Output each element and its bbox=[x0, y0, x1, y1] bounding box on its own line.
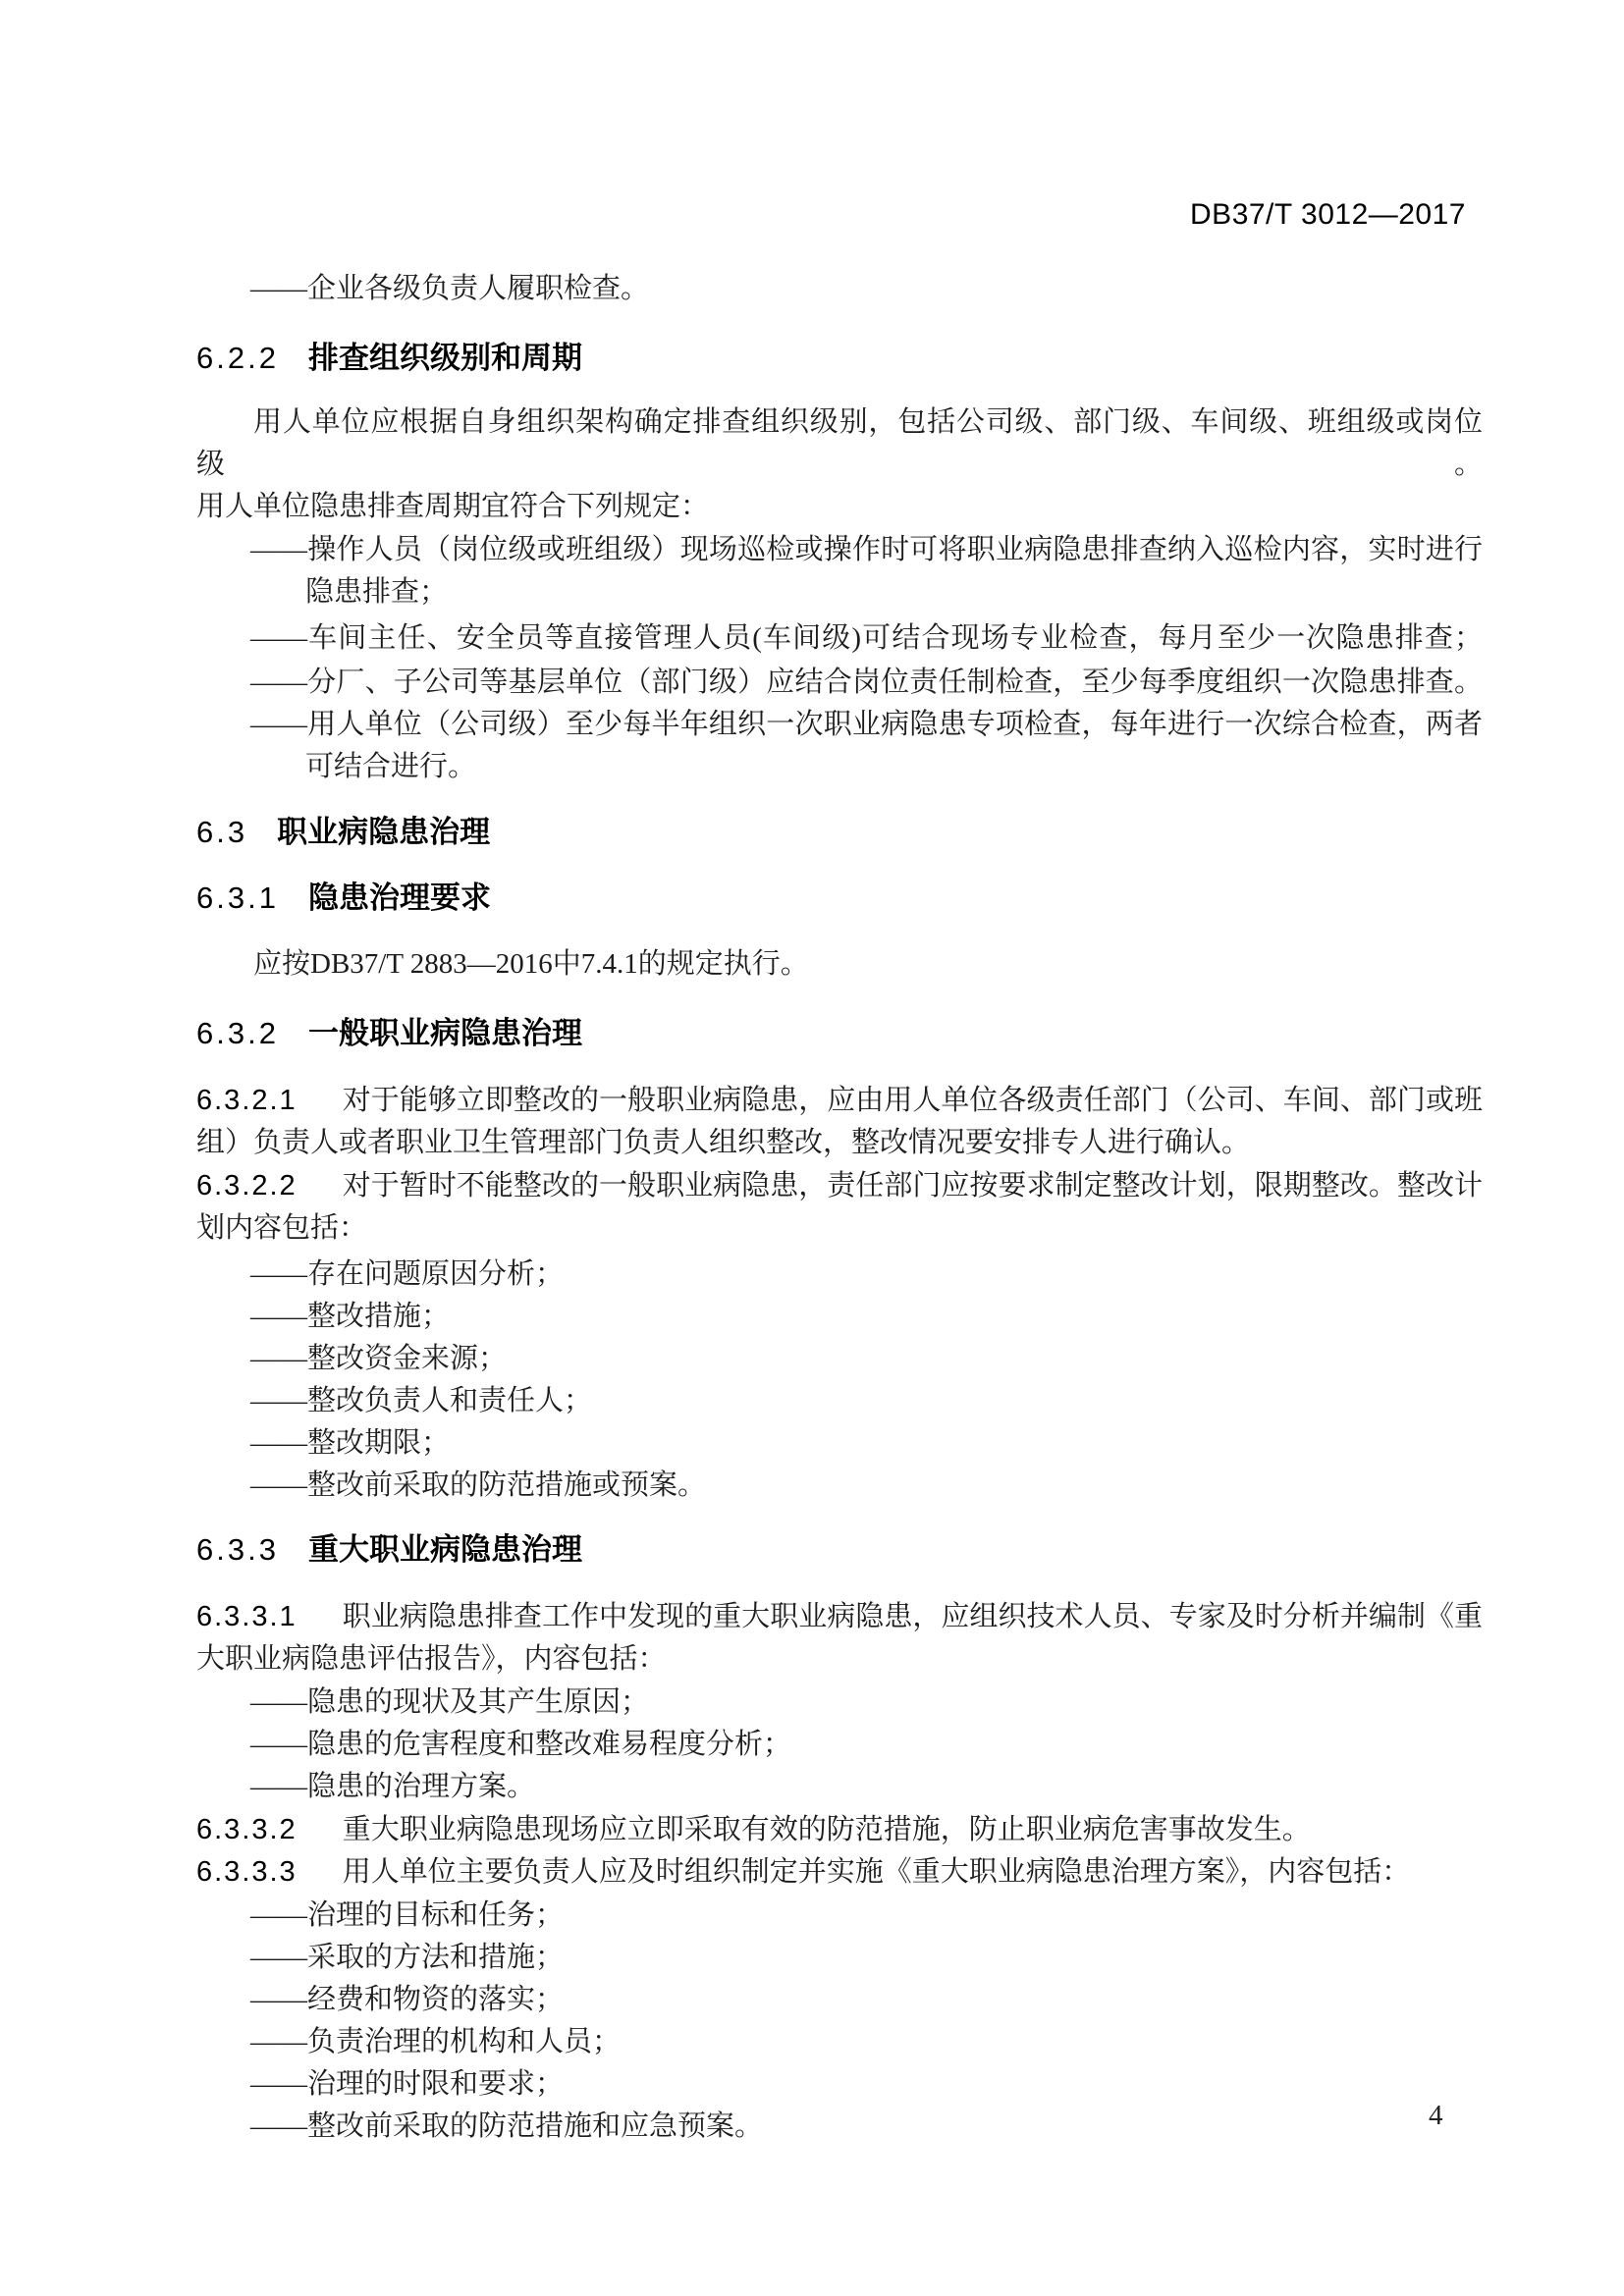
clause-6-3-2-1 bbox=[196, 1080, 1483, 1164]
text-line: ——分厂、子公司等基层单位（部门级）应结合岗位责任制检查，至少每季度组织一次隐患排查。 bbox=[250, 667, 1483, 698]
text-line: 隐患排查； bbox=[305, 576, 449, 608]
text-line: ——隐患的治理方案。 bbox=[250, 1771, 536, 1802]
heading-title: 职业病隐患治理 bbox=[277, 815, 491, 849]
clause-number: 6.3.3.1 bbox=[196, 1601, 298, 1632]
text-line: 大职业病隐患评估报告》，内容包括： bbox=[196, 1643, 667, 1675]
paragraph bbox=[196, 943, 1483, 986]
text-line: ——治理的时限和要求； bbox=[250, 2068, 565, 2100]
heading-number: 6.2.2 bbox=[196, 341, 279, 375]
heading-6-2-2 bbox=[196, 337, 1483, 385]
heading-title: 排查组织级别和周期 bbox=[307, 341, 582, 375]
heading-6-3-1 bbox=[196, 877, 1483, 925]
text-line: 用人单位应根据自身组织架构确定排查组织级别，包括公司级、部门级、车间级、班组级或岗位级。 bbox=[196, 406, 1483, 480]
document-body bbox=[196, 0, 1483, 2148]
text-line: ——负责治理的机构和人员； bbox=[250, 2026, 622, 2057]
list-item bbox=[250, 2021, 1483, 2063]
text-line: ——隐患的现状及其产生原因； bbox=[250, 1686, 650, 1718]
text-line: 用人单位隐患排查周期宜符合下列规定： bbox=[196, 491, 710, 522]
list-item bbox=[250, 2106, 1483, 2148]
clause-number: 6.3.3.2 bbox=[196, 1814, 298, 1845]
text-line: ——采取的方法和措施； bbox=[250, 1942, 565, 1973]
list-item bbox=[250, 1766, 1483, 1808]
heading-title: 重大职业病隐患治理 bbox=[307, 1532, 582, 1567]
text-line: 6.3.3.3 用人单位主要负责人应及时组织制定并实施《重大职业病隐患治理方案》，内容包括： bbox=[196, 1856, 1411, 1888]
heading-6-3 bbox=[196, 811, 1483, 859]
list-item bbox=[250, 1254, 1483, 1296]
heading-number: 6.3.1 bbox=[196, 881, 279, 915]
heading-title: 一般职业病隐患治理 bbox=[307, 1016, 582, 1050]
list-item bbox=[250, 1937, 1483, 1979]
list-item bbox=[250, 529, 1483, 614]
text-line: 6.3.3.2 重大职业病隐患现场应立即采取有效的防范措施，防止职业病危害事故发生。 bbox=[196, 1814, 1311, 1845]
clause-number: 6.3.2.1 bbox=[196, 1085, 298, 1116]
heading-number: 6.3.2 bbox=[196, 1016, 279, 1050]
list-item bbox=[250, 1682, 1483, 1724]
clause-6-3-3-1 bbox=[196, 1596, 1483, 1681]
text-line: ——整改期限； bbox=[250, 1427, 451, 1459]
list-item bbox=[250, 1338, 1483, 1380]
list-item bbox=[250, 1979, 1483, 2021]
text-line: ——整改前采取的防范措施和应急预案。 bbox=[250, 2110, 764, 2142]
list-item bbox=[250, 1380, 1483, 1422]
page-number: 4 bbox=[1429, 2100, 1443, 2131]
text-line: ——治理的目标和任务； bbox=[250, 1899, 565, 1931]
text-line: 6.3.2.2 对于暂时不能整改的一般职业病隐患，责任部门应按要求制定整改计划，限期整改。整改计 bbox=[196, 1170, 1483, 1201]
list-item bbox=[250, 1465, 1483, 1507]
text-line: ——整改措施； bbox=[250, 1301, 451, 1332]
clause-6-3-3-3 bbox=[196, 1851, 1483, 1894]
heading-6-3-2 bbox=[196, 1012, 1483, 1060]
text-line: ——隐患的危害程度和整改难易程度分析； bbox=[250, 1729, 792, 1760]
clause-6-3-2-2 bbox=[196, 1165, 1483, 1250]
clause-6-3-3-2 bbox=[196, 1809, 1483, 1851]
list-item bbox=[250, 617, 1483, 660]
text-line: 可结合进行。 bbox=[305, 751, 477, 782]
list-item bbox=[250, 662, 1483, 704]
text-line: ——车间主任、安全员等直接管理人员(车间级)可结合现场专业检查，每月至少一次隐患排查； bbox=[250, 622, 1483, 654]
clause-number: 6.3.2.2 bbox=[196, 1170, 298, 1201]
heading-title: 隐患治理要求 bbox=[307, 881, 491, 915]
text-line: 划内容包括： bbox=[196, 1212, 368, 1244]
list-item bbox=[250, 1422, 1483, 1465]
clause-number: 6.3.3.3 bbox=[196, 1856, 298, 1888]
text-line: ——企业各级负责人履职检查。 bbox=[250, 273, 650, 304]
list-item bbox=[250, 704, 1483, 788]
text-line: ——经费和物资的落实； bbox=[250, 1984, 565, 2015]
text-line: ——整改负责人和责任人； bbox=[250, 1385, 593, 1416]
text-line: ——整改前采取的防范措施或预案。 bbox=[250, 1469, 707, 1501]
list-item bbox=[250, 268, 1483, 310]
text-line: 6.3.3.1 职业病隐患排查工作中发现的重大职业病隐患，应组织技术人员、专家及时分析并编制《重 bbox=[196, 1601, 1483, 1632]
list-item bbox=[250, 1296, 1483, 1338]
list-item bbox=[250, 2063, 1483, 2106]
text-line: ——存在问题原因分析； bbox=[250, 1258, 565, 1290]
list-item bbox=[250, 1895, 1483, 1937]
heading-6-3-3 bbox=[196, 1528, 1483, 1576]
standard-number: DB37/T 3012—2017 bbox=[1190, 198, 1466, 231]
text-line: ——操作人员（岗位级或班组级）现场巡检或操作时可将职业病隐患排查纳入巡检内容，实时进行 bbox=[250, 534, 1483, 565]
list-item bbox=[250, 1724, 1483, 1766]
text-line: 应按DB37/T 2883—2016中7.4.1的规定执行。 bbox=[253, 948, 809, 980]
text-line: ——用人单位（公司级）至少每半年组织一次职业病隐患专项检查，每年进行一次综合检查，两者 bbox=[250, 709, 1483, 740]
heading-number: 6.3 bbox=[196, 815, 248, 849]
text-line: ——整改资金来源； bbox=[250, 1343, 508, 1374]
paragraph bbox=[196, 401, 1483, 528]
text-line: 组）负责人或者职业卫生管理部门负责人组织整改，整改情况要安排专人进行确认。 bbox=[196, 1127, 1251, 1158]
text-line: 6.3.2.1 对于能够立即整改的一般职业病隐患，应由用人单位各级责任部门（公司、车间、部门或班 bbox=[196, 1085, 1483, 1116]
heading-number: 6.3.3 bbox=[196, 1532, 279, 1567]
